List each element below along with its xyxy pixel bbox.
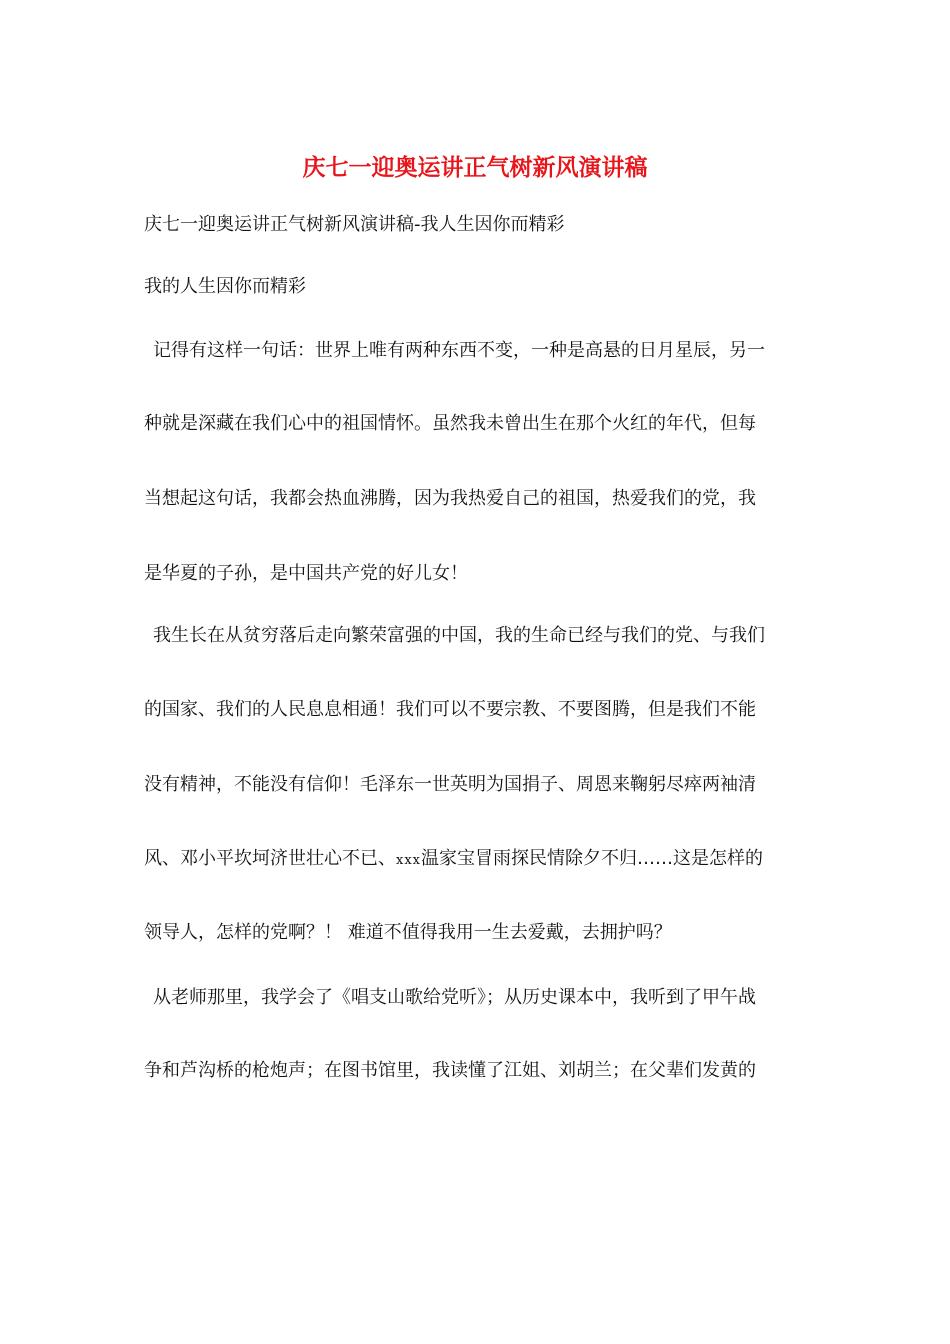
section-heading: 我的人生因你而精彩 <box>144 276 306 297</box>
paragraph-line: 我生长在从贫穷落后走向繁荣富强的中国，我的生命已经与我们的党、与我们 <box>153 625 765 646</box>
paragraph-line: 争和芦沟桥的枪炮声；在图书馆里，我读懂了江姐、刘胡兰；在父辈们发黄的 <box>144 1060 756 1081</box>
paragraph-line: 记得有这样一句话：世界上唯有两种东西不变，一种是高悬的日月星辰，另一 <box>153 340 765 361</box>
paragraph-line-with-redaction <box>144 846 824 874</box>
paragraph-line-start: 风、邓小平坎坷济世壮心不已、 <box>144 848 396 869</box>
redacted-name: xxx <box>396 853 421 868</box>
paragraph-line-rest: 温家宝冒雨探民情除夕不归……这是怎样的 <box>421 848 763 869</box>
paragraph-line: 的国家、我们的人民息息相通！我们可以不要宗教、不要图腾，但是我们不能 <box>144 699 756 720</box>
document-subtitle: 庆七一迎奥运讲正气树新风演讲稿-我人生因你而精彩 <box>144 214 565 235</box>
paragraph-line: 从老师那里，我学会了《唱支山歌给党听》；从历史课本中，我听到了甲午战 <box>153 987 756 1008</box>
paragraph-line: 是华夏的子孙，是中国共产党的好儿女！ <box>144 563 468 584</box>
document-title: 庆七一迎奥运讲正气树新风演讲稿 <box>302 154 648 181</box>
paragraph-line: 没有精神，不能没有信仰！毛泽东一世英明为国捐子、周恩来鞠躬尽瘁两袖清 <box>144 774 756 795</box>
paragraph-line: 当想起这句话，我都会热血沸腾，因为我热爱自己的祖国，热爱我们的党，我 <box>144 488 756 509</box>
paragraph-line: 种就是深藏在我们心中的祖国情怀。虽然我未曾出生在那个火红的年代，但每 <box>144 413 756 434</box>
paragraph-line: 领导人，怎样的党啊？！ 难道不值得我用一生去爱戴，去拥护吗？ <box>144 922 672 943</box>
